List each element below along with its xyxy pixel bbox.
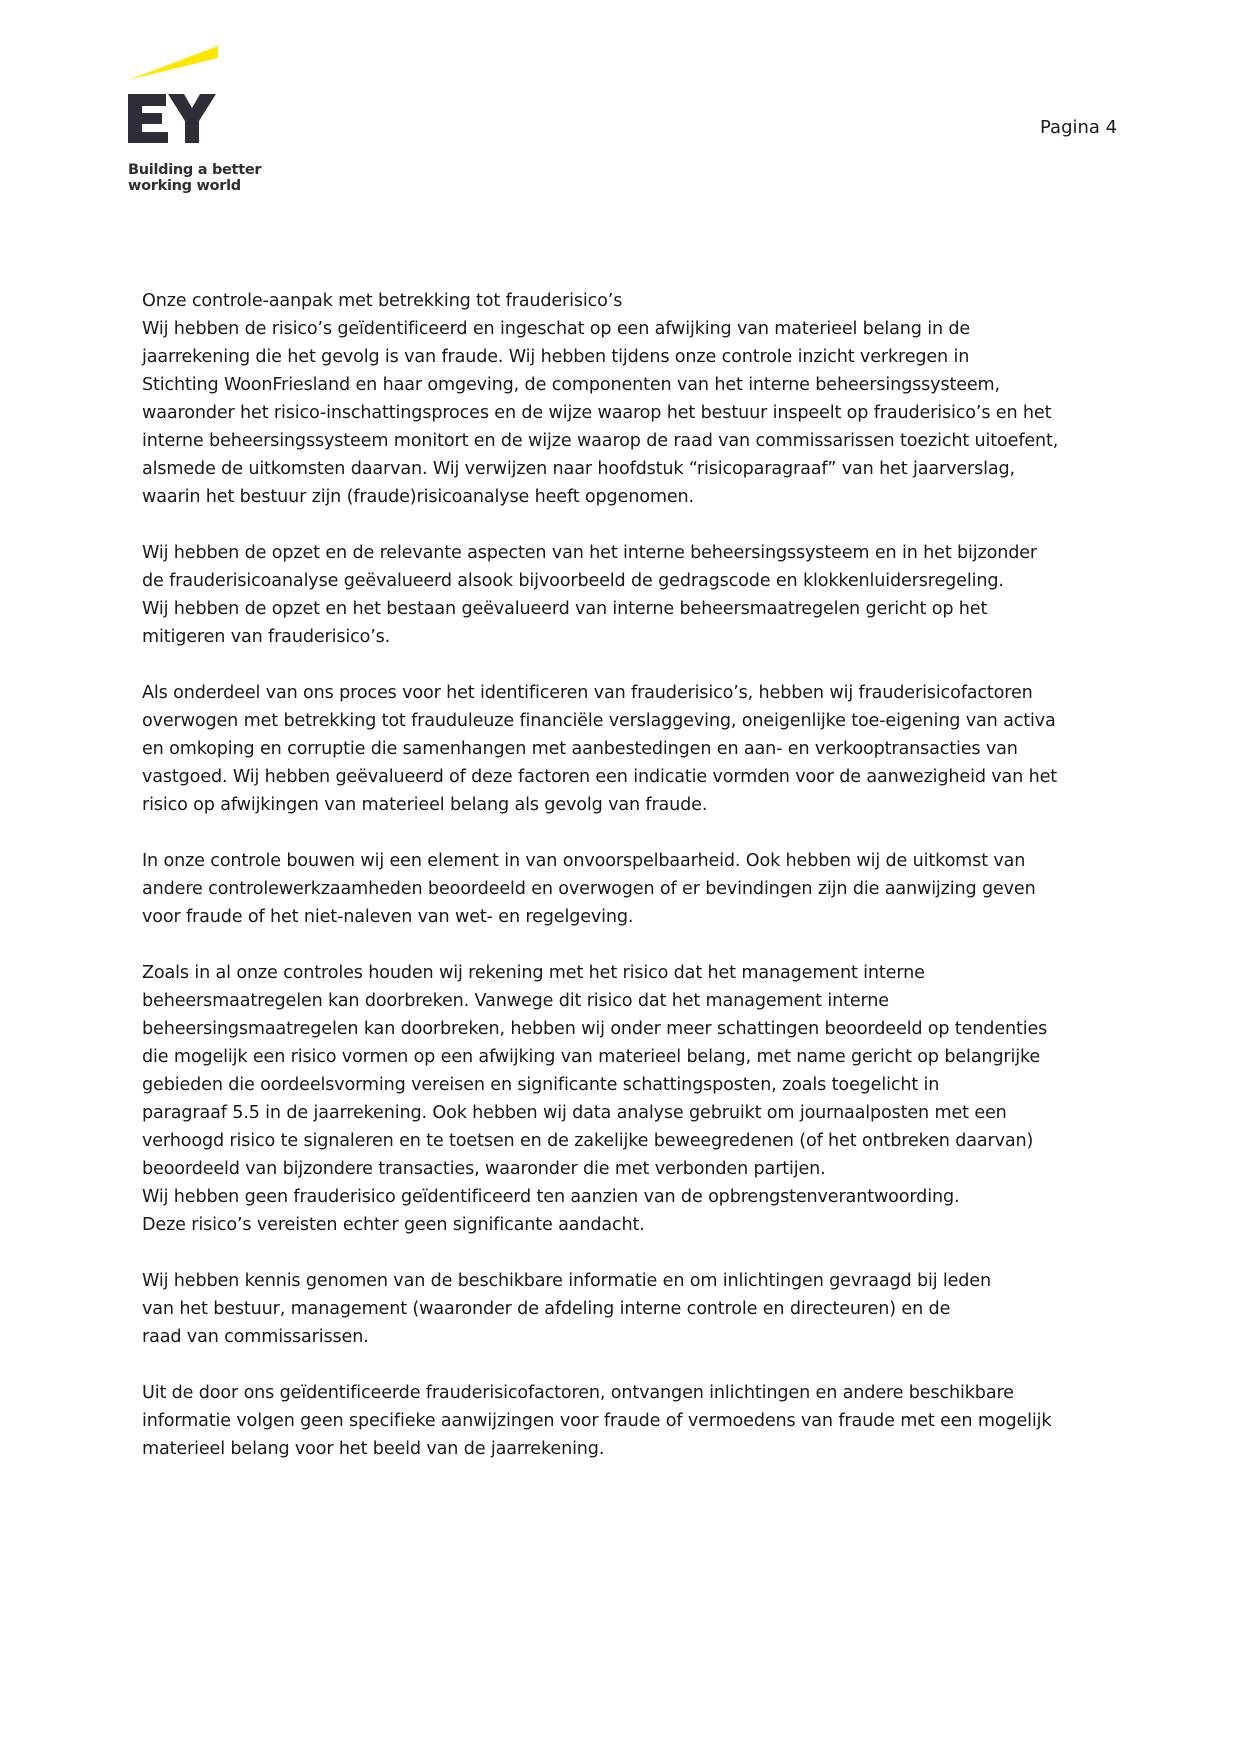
ey-logo [128,46,262,206]
text-line: waaronder het risico-inschattingsproces en de wijze waarop het bestuur inspeelt op frauderisico’s en het [142,403,1052,423]
text-line: Stichting WoonFriesland en haar omgeving, de componenten van het interne beheersingssysteem, [142,375,1000,395]
paragraph-internal-control [142,539,1142,651]
text-line: andere controlewerkzaamheden beoordeeld en overwogen of er bevindingen zijn die aanwijzing geven [142,879,1036,899]
text-line: Zoals in al onze controles houden wij rekening met het risico dat het management interne [142,963,925,983]
text-line: verhoogd risico te signaleren en te toetsen en de zakelijke beweegredenen (of het ontbreken daarvan) [142,1131,1034,1151]
text-line: In onze controle bouwen wij een element in van onvoorspelbaarheid. Ook hebben wij de uitkomst van [142,851,1026,871]
text-line: jaarrekening die het gevolg is van fraude. Wij hebben tijdens onze controle inzicht verkregen in [142,347,970,367]
text-line: risico op afwijkingen van materieel belang als gevolg van fraude. [142,795,708,815]
text-line: van het bestuur, management (waaronder de afdeling interne controle en directeuren) en de [142,1299,951,1319]
text-line: voor fraude of het niet-naleven van wet- en regelgeving. [142,907,634,927]
paragraph-unpredictability [142,847,1142,931]
ey-logo-mark-icon [128,46,258,158]
text-line: waarin het bestuur zijn (fraude)risicoanalyse heeft opgenomen. [142,487,694,507]
text-line: Wij hebben geen frauderisico geïdentificeerd ten aanzien van de opbrengstenverantwoording. [142,1187,960,1207]
text-line: beoordeeld van bijzondere transacties, waaronder die met verbonden partijen. [142,1159,826,1179]
text-line: paragraaf 5.5 in de jaarrekening. Ook hebben wij data analyse gebruikt om journaalposten met een [142,1103,1007,1123]
text-line: mitigeren van frauderisico’s. [142,627,391,647]
logo-tagline-line: working world [128,178,241,194]
paragraph-conclusion [142,1379,1142,1463]
paragraph-fraud-approach [142,287,1142,511]
text-line: informatie volgen geen specifieke aanwijzingen voor fraude of vermoedens van fraude met een mogelijk [142,1411,1052,1431]
text-line: Wij hebben de opzet en het bestaan geëvalueerd van interne beheersmaatregelen gericht op het [142,599,988,619]
paragraph-risk-factors [142,679,1142,819]
text-line: Uit de door ons geïdentificeerde frauderisicofactoren, ontvangen inlichtingen en andere beschikbare [142,1383,1014,1403]
text-line: en omkoping en corruptie die samenhangen met aanbestedingen en aan- en verkooptransacties van [142,739,1018,759]
text-line: gebieden die oordeelsvorming vereisen en significante schattingsposten, zoals toegelicht in [142,1075,940,1095]
text-line: materieel belang voor het beeld van de jaarrekening. [142,1439,605,1459]
paragraph-management-override [142,959,1142,1239]
paragraph-inquiries [142,1267,1142,1351]
text-line: Deze risico’s vereisten echter geen significante aandacht. [142,1215,645,1235]
text-line: Wij hebben de opzet en de relevante aspecten van het interne beheersingssysteem en in het bijzonder [142,543,1037,563]
section-heading: Onze controle-aanpak met betrekking tot frauderisico’s [142,291,623,311]
text-line: die mogelijk een risico vormen op een afwijking van materieel belang, met name gericht op belangrijke [142,1047,1041,1067]
text-line: alsmede de uitkomsten daarvan. Wij verwijzen naar hoofdstuk “risicoparagraaf” van het jaarverslag, [142,459,1015,479]
text-line: Wij hebben kennis genomen van de beschikbare informatie en om inlichtingen gevraagd bij leden [142,1271,991,1291]
document-body [142,287,1142,1491]
text-line: raad van commissarissen. [142,1327,369,1347]
logo-tagline [128,162,261,194]
text-line: vastgoed. Wij hebben geëvalueerd of deze factoren een indicatie vormden voor de aanwezigheid van het [142,767,1058,787]
text-line: overwogen met betrekking tot frauduleuze financiële verslaggeving, oneigenlijke toe-eigening van activa [142,711,1056,731]
page-number: Pagina 4 [1040,117,1118,138]
text-line: de frauderisicoanalyse geëvalueerd alsook bijvoorbeeld de gedragscode en klokkenluidersregeling. [142,571,1004,591]
text-line: beheersmaatregelen kan doorbreken. Vanwege dit risico dat het management interne [142,991,889,1011]
text-line: interne beheersingssysteem monitort en de wijze waarop de raad van commissarissen toezicht uitoefent, [142,431,1059,451]
yellow-beam-icon [128,46,218,80]
text-line: beheersingsmaatregelen kan doorbreken, hebben wij onder meer schattingen beoordeeld op tendenties [142,1019,1048,1039]
logo-tagline-line: Building a better [128,162,262,178]
text-line: Als onderdeel van ons proces voor het identificeren van frauderisico’s, hebben wij frauderisicofactoren [142,683,1033,703]
text-line: Wij hebben de risico’s geïdentificeerd en ingeschat op een afwijking van materieel belang in de [142,319,971,339]
